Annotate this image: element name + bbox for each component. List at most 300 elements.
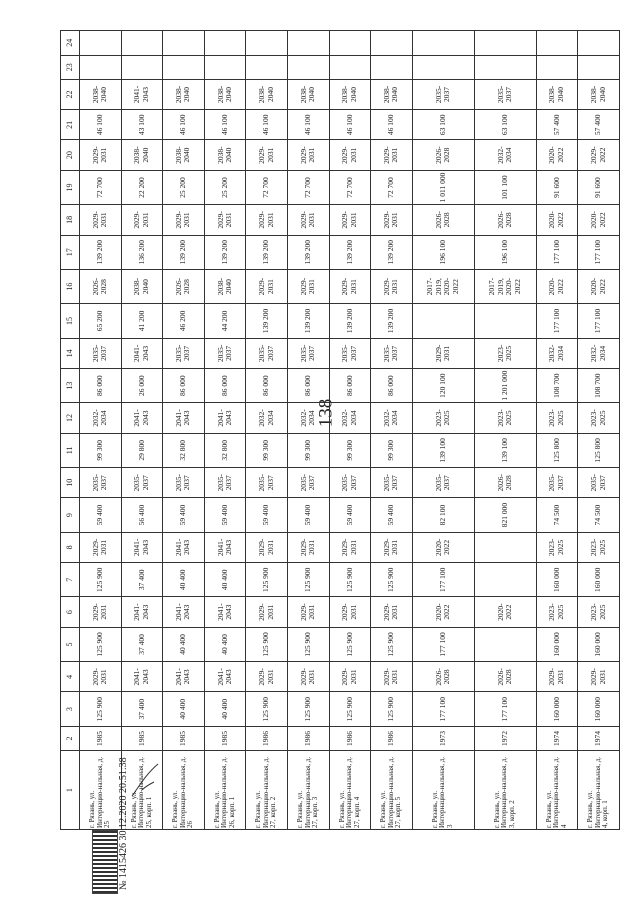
table-cell [371, 55, 413, 79]
table-cell: 2029-2031 [287, 662, 329, 692]
table-cell: 2029-2031 [80, 662, 122, 692]
table-cell: 2029-2031 [371, 205, 413, 235]
table-cell: 2023-2025 [536, 532, 578, 562]
address-cell: г. Рязань, ул. Интернацио-нальная, д. 3 [412, 751, 474, 830]
table-cell: 139 200 [246, 304, 288, 338]
table-cell: 72 700 [371, 170, 413, 204]
table-cell: 44 200 [204, 304, 246, 338]
table-cell: 2041-2043 [204, 597, 246, 627]
table-cell [287, 31, 329, 56]
table-row [371, 31, 413, 830]
table-cell: 2035-2037 [246, 468, 288, 498]
column-header: 10 [61, 468, 80, 498]
table-cell: 177 100 [578, 304, 620, 338]
table-cell [474, 55, 536, 79]
column-header: 17 [61, 235, 80, 269]
table-cell: 2029-2031 [246, 269, 288, 303]
table-cell: 2041-2043 [204, 662, 246, 692]
table-cell: 2032-2034 [578, 338, 620, 368]
table-cell: 2029-2031 [204, 205, 246, 235]
table-cell: 2029-2031 [287, 532, 329, 562]
table-cell [371, 31, 413, 56]
table-cell: 821 000 [474, 498, 536, 532]
address-cell: г. Рязань, ул. Интернацио-нальная, д. 27, корп. 2 [246, 751, 288, 830]
table-cell: 99 300 [80, 433, 122, 467]
table-cell: 63 100 [474, 110, 536, 140]
table-cell: 2029-2031 [578, 662, 620, 692]
table-cell: 2035-2037 [536, 468, 578, 498]
table-cell: 99 300 [246, 433, 288, 467]
table-cell: 37 400 [121, 563, 163, 597]
table-cell: 2026-2028 [412, 205, 474, 235]
table-cell: 2038-2040 [163, 140, 205, 170]
table-cell: 2032-2034 [246, 403, 288, 433]
column-header: 11 [61, 433, 80, 467]
column-header: 14 [61, 338, 80, 368]
table-cell: 2035-2037 [412, 79, 474, 109]
table-cell: 2029-2022 [578, 140, 620, 170]
table-cell: 125 900 [329, 692, 371, 726]
table-cell: 2041-2043 [121, 597, 163, 627]
table-cell: 2020-2022 [578, 269, 620, 303]
table-row [204, 31, 246, 830]
address-cell: г. Рязань, ул. Интернацио-нальная, д. 4, корп. 1 [578, 751, 620, 830]
table-cell: 2029-2031 [246, 597, 288, 627]
table-cell: 74 500 [536, 498, 578, 532]
table-cell [474, 532, 536, 562]
table-cell: 139 200 [163, 235, 205, 269]
table-cell: 108 700 [578, 368, 620, 402]
table-cell: 125 900 [371, 627, 413, 661]
table-cell [163, 55, 205, 79]
address-cell: г. Рязань, ул. Интернацио-нальная, д. 26, корп. 1 [204, 751, 246, 830]
table-cell: 65 200 [80, 304, 122, 338]
column-header: 9 [61, 498, 80, 532]
table-row [474, 31, 536, 830]
table-cell: 177 100 [578, 235, 620, 269]
table-cell: 2029-2031 [246, 662, 288, 692]
table-row [536, 31, 578, 830]
table-cell: 1974 [578, 726, 620, 750]
table-cell [536, 31, 578, 56]
table-cell: 99 300 [287, 433, 329, 467]
table-row [163, 31, 205, 830]
table-cell: 2032-2034 [80, 403, 122, 433]
table-cell: 41 200 [121, 304, 163, 338]
column-header: 12 [61, 403, 80, 433]
table-cell: 177 100 [412, 692, 474, 726]
table-cell: 2020-2022 [536, 140, 578, 170]
table-cell: 2020-2022 [536, 269, 578, 303]
table-cell: 108 700 [536, 368, 578, 402]
table-cell: 2035-2037 [329, 338, 371, 368]
table-cell: 2029-2031 [80, 205, 122, 235]
table-cell: 177 100 [412, 563, 474, 597]
column-header: 21 [61, 110, 80, 140]
table-cell [329, 31, 371, 56]
table-cell: 177 100 [412, 627, 474, 661]
table-cell [474, 563, 536, 597]
table-cell: 1 011 000 [412, 170, 474, 204]
table-cell: 125 900 [80, 627, 122, 661]
document-id-text: № 1415426 30.12.2020 20:51:38 [118, 757, 129, 890]
table-cell: 2020-2022 [536, 205, 578, 235]
table-cell: 177 100 [536, 304, 578, 338]
table-cell: 86 000 [80, 368, 122, 402]
table-cell [474, 627, 536, 661]
table-cell: 125 900 [287, 627, 329, 661]
table-cell: 2032-2034 [371, 403, 413, 433]
table-cell: 86 000 [371, 368, 413, 402]
table-cell: 2029-2031 [287, 205, 329, 235]
table-cell: 2026-2028 [163, 269, 205, 303]
table-cell: 177 100 [474, 692, 536, 726]
table-cell: 1972 [474, 726, 536, 750]
table-cell: 99 300 [371, 433, 413, 467]
table-cell: 2035-2037 [121, 468, 163, 498]
table-cell: 57 400 [536, 110, 578, 140]
table-cell: 2041-2043 [204, 532, 246, 562]
table-cell: 2029-2031 [412, 338, 474, 368]
table-cell: 2038-2040 [246, 79, 288, 109]
table-cell: 82 100 [412, 498, 474, 532]
table-cell: 2035-2037 [287, 338, 329, 368]
column-header: 16 [61, 269, 80, 303]
table-row [246, 31, 288, 830]
signature-mark [128, 760, 168, 800]
table-cell: 120 100 [412, 368, 474, 402]
table-cell: 2038-2040 [80, 79, 122, 109]
table-cell: 2041-2043 [204, 403, 246, 433]
table-cell: 32 800 [204, 433, 246, 467]
column-header: 20 [61, 140, 80, 170]
table-cell: 40 400 [204, 692, 246, 726]
table-row [121, 31, 163, 830]
table-cell: 29 800 [121, 433, 163, 467]
table-cell: 2029-2031 [329, 597, 371, 627]
table-cell: 2032-2034 [329, 403, 371, 433]
table-cell: 2038-2040 [329, 79, 371, 109]
table-cell: 2023-2025 [412, 403, 474, 433]
table-cell: 160 000 [536, 627, 578, 661]
table-cell: 59 400 [204, 498, 246, 532]
table-cell: 2017-2019, 2020-2022 [412, 269, 474, 303]
table-cell: 1974 [536, 726, 578, 750]
table-cell: 72 700 [329, 170, 371, 204]
table-cell: 2035-2037 [204, 468, 246, 498]
table-cell: 177 100 [536, 235, 578, 269]
table-cell: 2035-2037 [412, 468, 474, 498]
data-table [60, 30, 620, 830]
table-cell: 74 500 [578, 498, 620, 532]
table-cell: 2029-2031 [371, 269, 413, 303]
table-cell: 125 800 [536, 433, 578, 467]
table-cell [121, 31, 163, 56]
table-cell: 2038-2040 [371, 79, 413, 109]
table-cell: 2023-2025 [578, 532, 620, 562]
table-cell: 2038-2040 [204, 269, 246, 303]
table-cell: 72 700 [246, 170, 288, 204]
table-cell: 139 200 [329, 235, 371, 269]
column-header: 18 [61, 205, 80, 235]
table-cell: 125 900 [329, 627, 371, 661]
table-cell: 1985 [80, 726, 122, 750]
table-cell: 2038-2040 [536, 79, 578, 109]
table-cell: 160 000 [536, 692, 578, 726]
table-cell: 59 400 [329, 498, 371, 532]
table-cell: 2029-2031 [80, 140, 122, 170]
table-cell: 196 100 [412, 235, 474, 269]
table-cell [287, 55, 329, 79]
table-cell: 26 000 [121, 368, 163, 402]
table-cell: 59 400 [80, 498, 122, 532]
table-cell: 1985 [121, 726, 163, 750]
table-cell: 59 400 [371, 498, 413, 532]
seal-stamp [92, 830, 118, 894]
table-cell: 2035-2037 [80, 468, 122, 498]
table-cell: 2038-2040 [121, 269, 163, 303]
table-cell: 2029-2031 [287, 597, 329, 627]
table-cell: 2029-2031 [371, 662, 413, 692]
table-cell: 2041-2043 [121, 532, 163, 562]
table-cell: 91 600 [578, 170, 620, 204]
column-header: 3 [61, 692, 80, 726]
table-cell: 86 000 [163, 368, 205, 402]
table-cell: 2029-2031 [246, 532, 288, 562]
table-cell: 2023-2025 [578, 597, 620, 627]
table-cell: 125 900 [246, 563, 288, 597]
column-header: 22 [61, 79, 80, 109]
table-cell: 2023-2025 [474, 338, 536, 368]
address-cell: г. Рязань, ул. Интернацио-нальная, д. 25, корп. 1 [121, 751, 163, 830]
table-cell: 46 100 [329, 110, 371, 140]
table-cell: 1973 [412, 726, 474, 750]
table-cell: 46 100 [287, 110, 329, 140]
table-cell: 63 100 [412, 110, 474, 140]
table-cell [412, 55, 474, 79]
table-cell: 139 100 [474, 433, 536, 467]
table-cell: 2026-2028 [80, 269, 122, 303]
table-cell: 160 000 [536, 563, 578, 597]
table-cell: 2020-2022 [412, 597, 474, 627]
table-cell: 2035-2037 [287, 468, 329, 498]
table-cell: 2029-2031 [287, 269, 329, 303]
table-cell: 101 100 [474, 170, 536, 204]
table-cell: 2029-2031 [329, 662, 371, 692]
table-cell: 2029-2031 [163, 205, 205, 235]
table-cell: 2023-2025 [536, 403, 578, 433]
column-header: 23 [61, 55, 80, 79]
table-cell: 2041-2043 [163, 597, 205, 627]
table-cell: 86 000 [287, 368, 329, 402]
table-cell [204, 55, 246, 79]
table-cell: 2029-2031 [329, 532, 371, 562]
address-cell: г. Рязань, ул. Интернацио-нальная, д. 27, корп. 3 [287, 751, 329, 830]
column-header: 19 [61, 170, 80, 204]
table-cell: 91 600 [536, 170, 578, 204]
table-cell: 2026-2028 [412, 662, 474, 692]
table-cell: 2029-2031 [329, 269, 371, 303]
table-cell: 59 400 [246, 498, 288, 532]
table-cell: 46 100 [80, 110, 122, 140]
table-cell: 46 100 [246, 110, 288, 140]
table-cell [412, 304, 474, 338]
table-cell: 37 400 [121, 627, 163, 661]
table-cell: 25 200 [204, 170, 246, 204]
table-cell: 2035-2037 [474, 79, 536, 109]
table-cell: 2038-2040 [287, 79, 329, 109]
column-header: 24 [61, 31, 80, 56]
table-cell: 46 200 [163, 304, 205, 338]
column-header: 8 [61, 532, 80, 562]
table-cell: 1986 [246, 726, 288, 750]
table-cell [246, 31, 288, 56]
column-header: 4 [61, 662, 80, 692]
table-cell: 2026-2028 [474, 468, 536, 498]
table-row [287, 31, 329, 830]
table-cell: 2041-2043 [121, 79, 163, 109]
table-cell: 2029-2031 [329, 205, 371, 235]
table-cell: 2029-2031 [536, 662, 578, 692]
table-cell: 2029-2031 [371, 532, 413, 562]
table-cell [474, 31, 536, 56]
table-cell [121, 55, 163, 79]
table-cell: 22 200 [121, 170, 163, 204]
table-cell: 125 900 [80, 563, 122, 597]
table-cell [163, 31, 205, 56]
table-cell: 2023-2025 [474, 403, 536, 433]
table-cell: 2035-2037 [163, 338, 205, 368]
table-cell: 40 400 [163, 563, 205, 597]
table-cell: 1986 [371, 726, 413, 750]
table-row [80, 31, 122, 830]
table-cell [80, 55, 122, 79]
table-cell: 2029-2031 [246, 205, 288, 235]
table-cell: 139 200 [371, 304, 413, 338]
table-cell: 1 201 000 [474, 368, 536, 402]
table-cell: 2041-2043 [121, 662, 163, 692]
table-cell: 72 700 [80, 170, 122, 204]
table-cell [204, 31, 246, 56]
table-cell [412, 31, 474, 56]
table-cell: 2041-2043 [163, 662, 205, 692]
table-cell [246, 55, 288, 79]
table-cell: 2026-2028 [412, 140, 474, 170]
table-cell: 139 100 [412, 433, 474, 467]
table-cell: 46 100 [163, 110, 205, 140]
address-cell: г. Рязань, ул. Интернацио-нальная, д. 27, корп. 4 [329, 751, 371, 830]
table-cell: 139 200 [246, 235, 288, 269]
table-cell: 2035-2037 [371, 468, 413, 498]
table-cell: 2029-2031 [80, 597, 122, 627]
table-cell: 2029-2031 [287, 140, 329, 170]
table-cell: 46 100 [371, 110, 413, 140]
table-cell: 160 000 [578, 627, 620, 661]
table-cell: 125 900 [329, 563, 371, 597]
table-cell [578, 55, 620, 79]
page-number: 138 [315, 398, 337, 428]
table-cell: 2038-2040 [204, 140, 246, 170]
table-cell: 2029-2031 [371, 140, 413, 170]
column-header: 2 [61, 726, 80, 750]
header-row [61, 31, 80, 830]
table-cell: 25 200 [163, 170, 205, 204]
table-cell: 125 900 [246, 692, 288, 726]
table-cell: 86 000 [246, 368, 288, 402]
table-cell: 56 400 [121, 498, 163, 532]
table-cell: 2035-2037 [578, 468, 620, 498]
table-cell: 1986 [287, 726, 329, 750]
table-cell: 2020-2022 [412, 532, 474, 562]
table-cell: 59 400 [287, 498, 329, 532]
table-cell: 2035-2037 [204, 338, 246, 368]
table-cell: 1986 [329, 726, 371, 750]
table-cell: 2029-2031 [246, 140, 288, 170]
table-cell: 139 200 [329, 304, 371, 338]
table-cell: 2029-2031 [329, 140, 371, 170]
table-cell: 2038-2040 [204, 79, 246, 109]
address-cell: г. Рязань, ул. Интернацио-нальная, д. 4 [536, 751, 578, 830]
column-header: 7 [61, 563, 80, 597]
table-cell: 139 200 [287, 304, 329, 338]
table-cell: 2032-2034 [474, 140, 536, 170]
table-row [578, 31, 620, 830]
table-cell: 40 400 [204, 627, 246, 661]
table-cell: 125 900 [80, 692, 122, 726]
table-cell: 59 400 [163, 498, 205, 532]
table-cell: 139 200 [287, 235, 329, 269]
table-cell: 40 400 [163, 627, 205, 661]
table-cell: 2035-2037 [163, 468, 205, 498]
table-cell: 46 100 [204, 110, 246, 140]
table-row [412, 31, 474, 830]
column-header: 15 [61, 304, 80, 338]
table-cell: 125 900 [246, 627, 288, 661]
table-cell: 2038-2040 [163, 79, 205, 109]
table-cell: 2020-2022 [578, 205, 620, 235]
column-header: 13 [61, 368, 80, 402]
table-cell [578, 31, 620, 56]
table-cell: 86 000 [329, 368, 371, 402]
table-cell: 2032-2034 [287, 403, 329, 433]
table-cell: 1985 [204, 726, 246, 750]
table-container [60, 30, 620, 830]
table-cell: 2023-2025 [578, 403, 620, 433]
table-cell [329, 55, 371, 79]
table-cell: 2041-2043 [163, 532, 205, 562]
table-cell: 2041-2043 [121, 403, 163, 433]
table-cell: 86 000 [204, 368, 246, 402]
address-cell: г. Рязань, ул. Интернацио-нальная, д. 27, корп. 5 [371, 751, 413, 830]
table-cell: 2035-2037 [371, 338, 413, 368]
table-cell: 2041-2043 [121, 338, 163, 368]
table-cell: 139 200 [371, 235, 413, 269]
table-cell: 2023-2025 [536, 597, 578, 627]
table-cell [474, 304, 536, 338]
table-cell: 32 800 [163, 433, 205, 467]
table-cell: 2041-2043 [163, 403, 205, 433]
table-row [329, 31, 371, 830]
table-cell: 37 400 [121, 692, 163, 726]
column-header: 1 [61, 751, 80, 830]
table-cell: 43 100 [121, 110, 163, 140]
table-cell: 160 000 [578, 692, 620, 726]
table-cell: 160 000 [578, 563, 620, 597]
table-cell: 2029-2031 [371, 597, 413, 627]
table-cell: 136 200 [121, 235, 163, 269]
table-cell: 2038-2040 [578, 79, 620, 109]
table-cell: 2017-2019, 2020-2022 [474, 269, 536, 303]
